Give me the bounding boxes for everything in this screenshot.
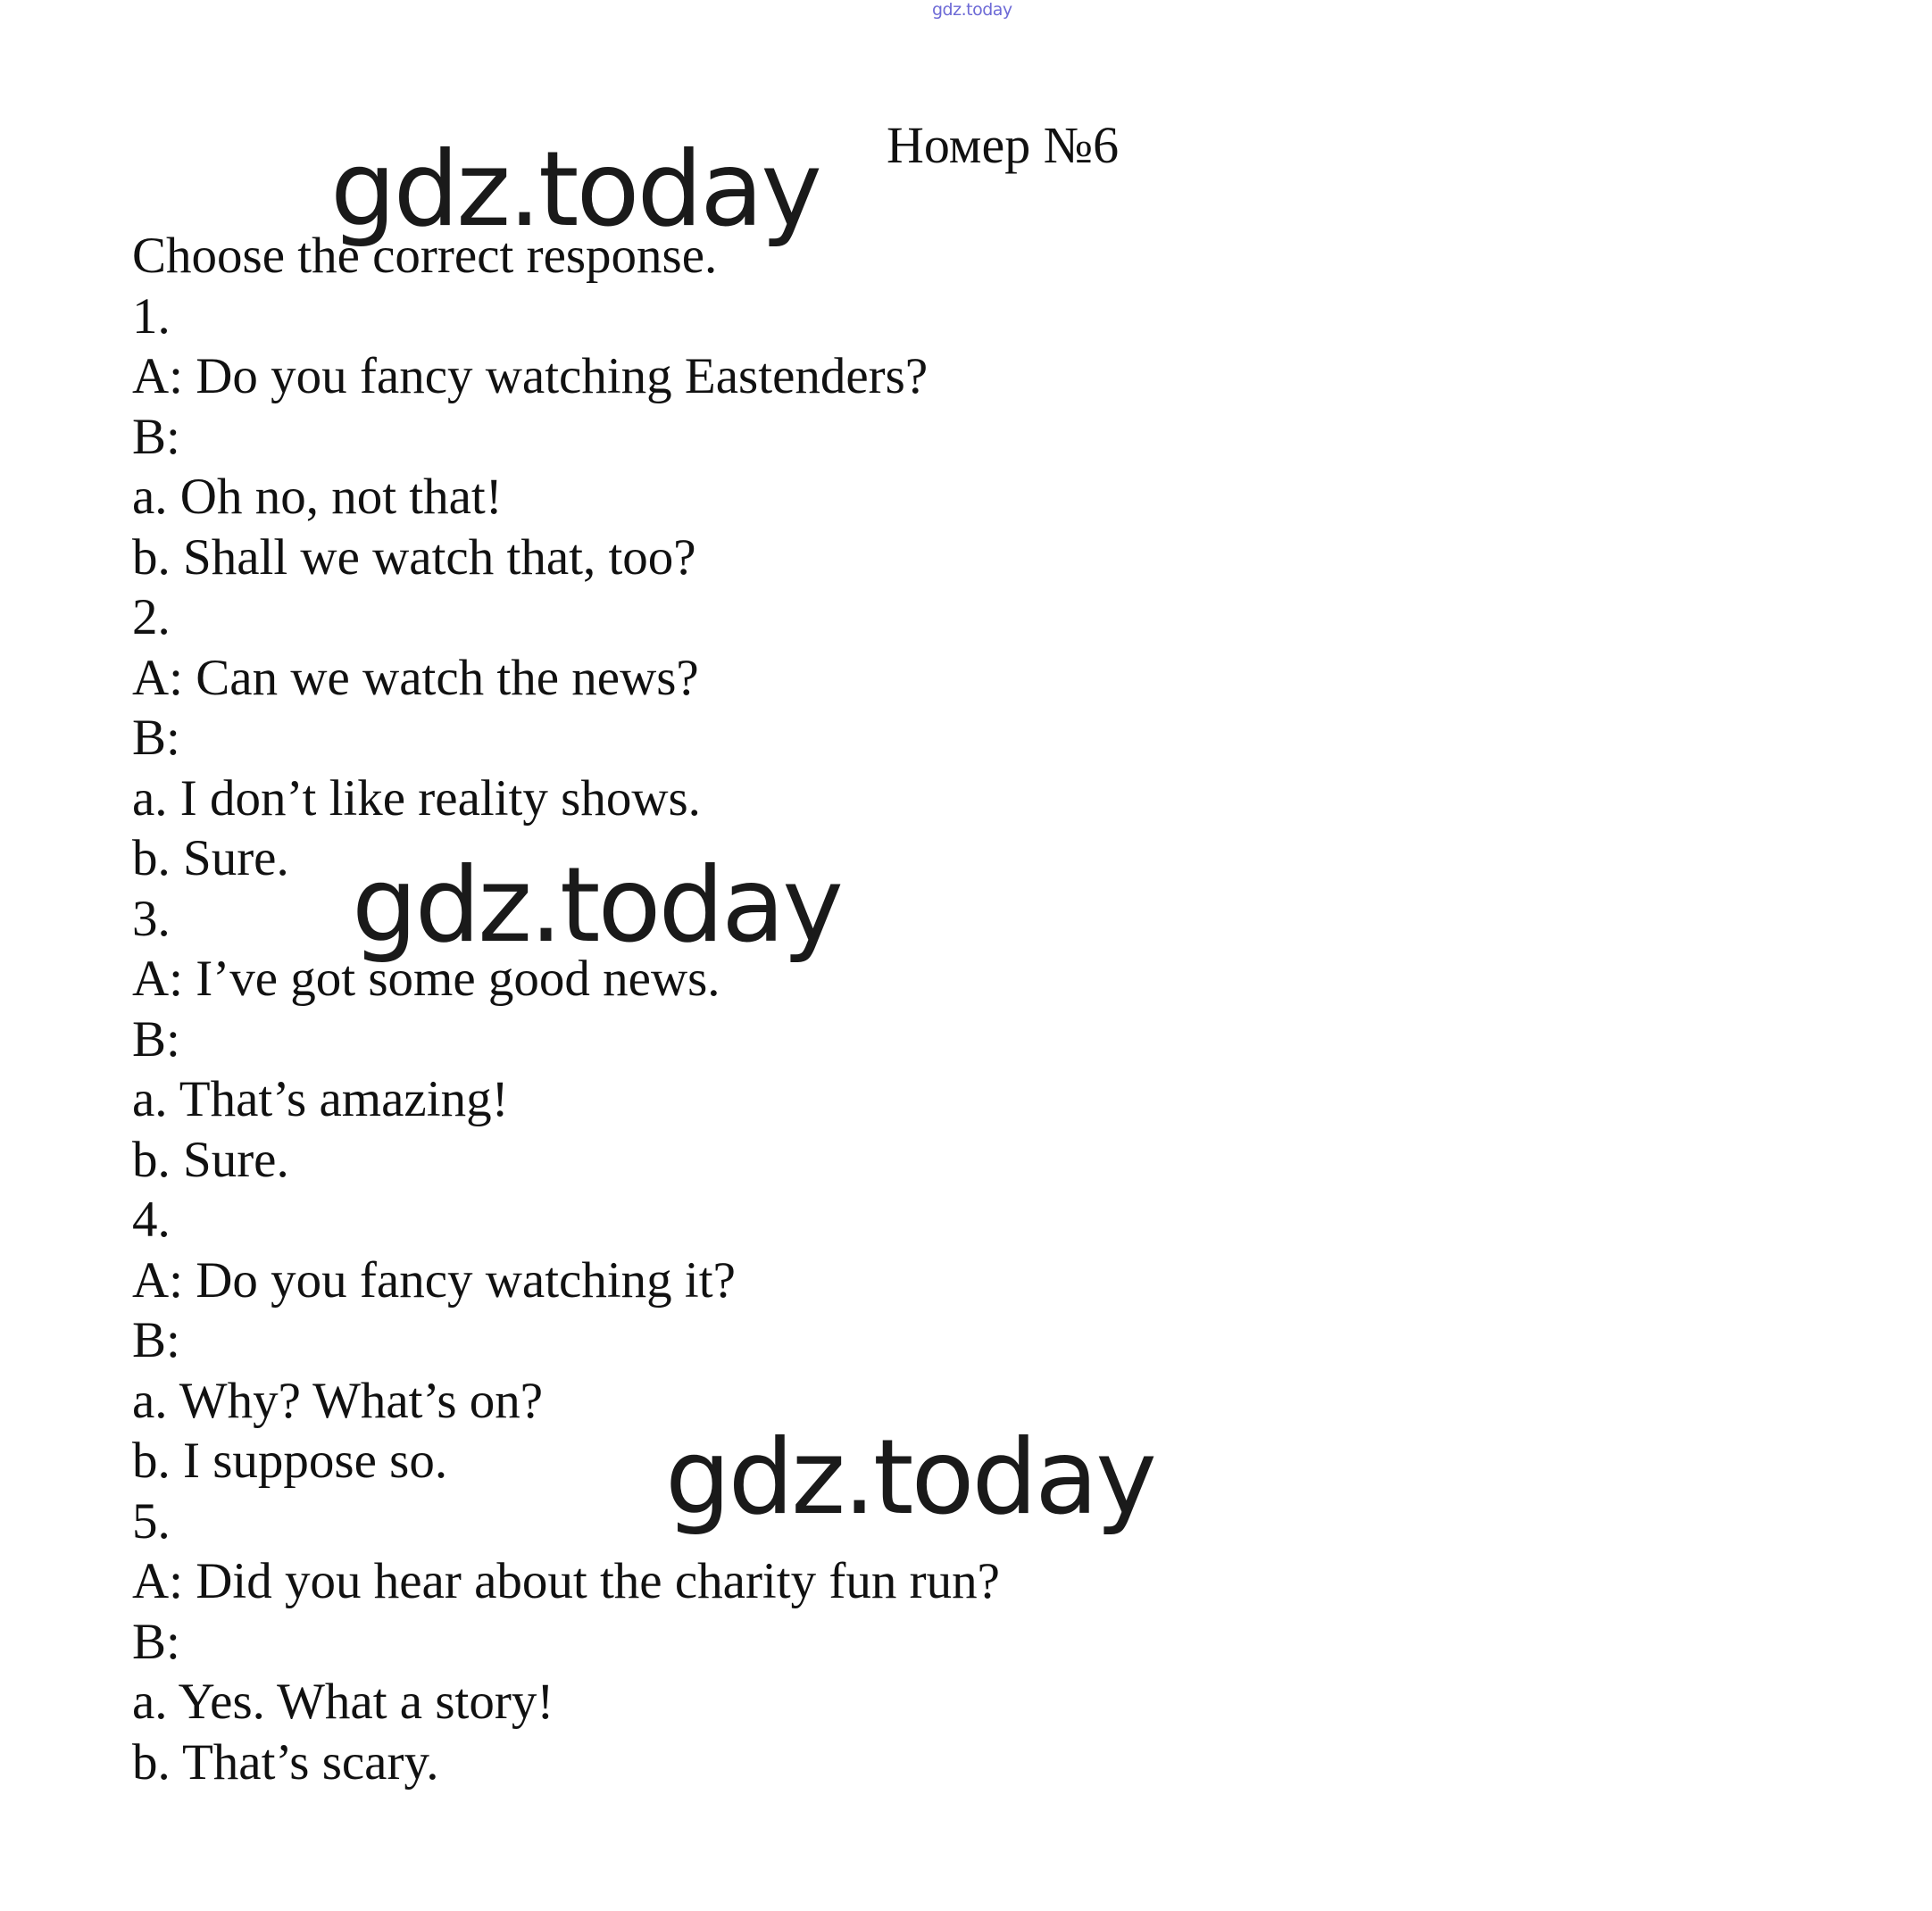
speaker-b-line: B: [132, 710, 180, 766]
option-b: b. That’s scary. [132, 1733, 439, 1791]
option-a: a. Yes. What a story! [132, 1674, 554, 1730]
exercise-item-2 [132, 587, 1561, 889]
exercise-content [132, 226, 1561, 1792]
option-b: b. Sure. [132, 830, 289, 886]
item-number: 5. [132, 1492, 171, 1550]
site-mark: gdz.today [932, 0, 1012, 20]
item-number: 1. [132, 287, 171, 345]
instruction: Choose the correct response. [132, 228, 718, 284]
exercise-item-1 [132, 287, 1561, 588]
question-line: A: Do you fancy watching it? [132, 1251, 736, 1309]
speaker-b-line: B: [132, 1312, 180, 1368]
exercise-item-4 [132, 1190, 1561, 1491]
option-b: b. Shall we watch that, too? [132, 528, 696, 586]
question-line: A: Do you fancy watching Eastenders? [132, 348, 929, 404]
page-number-heading: Номер №6 [887, 116, 1120, 174]
exercise-item-5 [132, 1491, 1561, 1793]
option-b: b. I suppose so. [132, 1433, 448, 1489]
watermark: gdz.today [665, 1417, 1154, 1538]
watermark: gdz.today [330, 129, 820, 250]
option-a: a. I don’t like reality shows. [132, 769, 701, 827]
speaker-b-line: B: [132, 1613, 180, 1670]
question-line: A: Can we watch the news? [132, 649, 699, 706]
item-number: 4. [132, 1192, 171, 1248]
option-b: b. Sure. [132, 1131, 289, 1188]
option-a: a. That’s amazing! [132, 1071, 509, 1127]
option-a: a. Oh no, not that! [132, 469, 503, 525]
speaker-b-line: B: [132, 408, 180, 465]
speaker-b-line: B: [132, 1010, 180, 1068]
question-line: A: I’ve got some good news. [132, 951, 720, 1007]
exercise-item-3 [132, 889, 1561, 1191]
question-line: A: Did you hear about the charity fun run? [132, 1553, 1000, 1609]
option-a: a. Why? What’s on? [132, 1372, 544, 1429]
item-number: 2. [132, 589, 171, 645]
watermark: gdz.today [352, 845, 841, 966]
item-number: 3. [132, 890, 171, 947]
